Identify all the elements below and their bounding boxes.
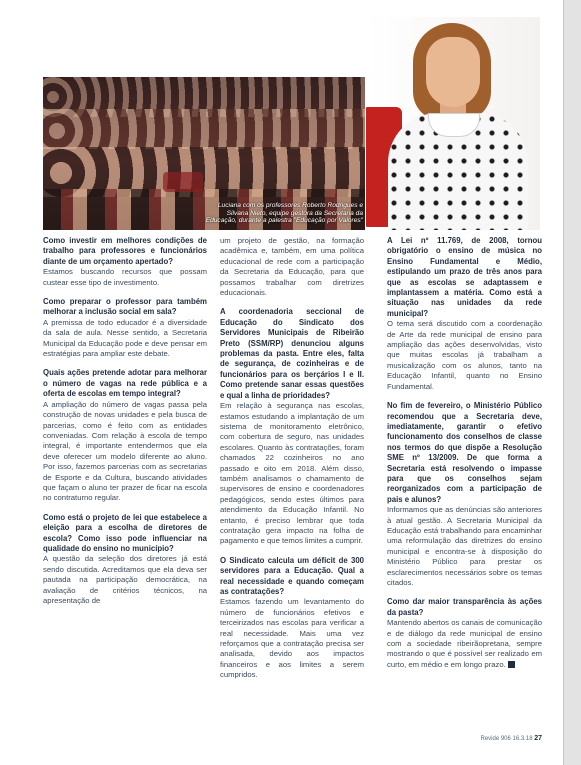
interview-answer: A premissa de todo educador é a diversidade da sala de aula. Nesse sentido, a Secretaria Municipal da Educação pode e deve pensar em estratégias para ampliar este debate.: [43, 317, 207, 359]
interview-answer: A ampliação do número de vagas passa pela construção de novas unidades e pela busca de parcerias, como é feito com as entidades conveniadas. Com relação à escola de tempo integral, é importante entendermos que ela deve oferecer um modelo diferente ao aluno. Por isso, fazemos parcerias com as secretarias de Esporte e da Cultura, buscando atividades que façam o aluno ter prazer de ficar na escola no contraturno regular.: [43, 399, 207, 503]
text-column-2: [220, 236, 364, 681]
interview-question: Como investir em melhores condições de trabalho para professores e funcionários diante de um orçamento apertado?: [43, 236, 207, 266]
interview-question: O Sindicato calcula um déficit de 300 servidores para a Educação. Qual a real necessidade e quando começam as contratações?: [220, 555, 364, 596]
interview-question: No fim de fevereiro, o Ministério Público recomendou que a Secretaria deve, imediatamente, garantir o efetivo funcionamento dos conselhos de classe nos termos do que dispõe a Resolução SME nº 13/2009. De que forma a Secretaria está resolvendo o impasse para que os conselhos sejam reorganizados com a participação de pais e alunos?: [387, 401, 542, 504]
photo-caption: Luciana com os professores Roberto Rodrigues e Silvana Nieto, equipe gestora da Secretaria da Educação, durante a palestra "Educação por Valores": [205, 202, 363, 225]
end-of-article-mark: [508, 661, 515, 668]
interview-question: Como preparar o professor para também melhorar a inclusão social em sala?: [43, 297, 207, 317]
page-edge: [563, 0, 581, 765]
interview-answer: O tema será discutido com a coordenação de Arte da rede municipal de ensino para ampliação das ações desenvolvidas, visto que muitas escolas já trabalham a musicalização com os alunos, tanto na Educação Infantil, quanto no Ensino Fundamental.: [387, 319, 542, 391]
interview-answer: Em relação à segurança nas escolas, estamos estudando a implantação de um sistema de monitoramento eletrônico, com cobertura de seguro, nas unidades escolares. Quanto às contratações, foram chamados 22 cozinheiros no ano passado e oito em 2018. Além disso, também analisamos o chamamento de supervisores de ensino e coordenadores pedagógicos, sendo estes últimos para atendimento da Educação Infantil. No entanto, é preciso lembrar que toda contratação gera impacto na folha de pagamento e que temos limites a cumprir.: [220, 401, 364, 546]
interview-question: Quais ações pretende adotar para melhorar o número de vagas na rede pública e a oferta de escolas em tempo integral?: [43, 368, 207, 399]
interview-answer: Estamos fazendo um levantamento do número de funcionários efetivos e terceirizados nas escolas para verificar a real necessidade. Mais uma vez reforçamos que a contratação precisa ser analisada, devido aos impactos financeiros e aos limites a serem cumpridos.: [220, 597, 364, 680]
issue-label: Revide 906 16.3.18: [480, 736, 533, 742]
interview-answer: Informamos que as denúncias são anteriores à atual gestão. A Secretaria Municipal da Educação está trabalhando para encaminhar uma reformulação das diretrizes do ensino municipal e encontra-se à disposição do Ministério Público para prestar os esclarecimentos necessários sobre os temas citados.: [387, 505, 542, 587]
page-footer: [462, 735, 542, 742]
interview-question: Como dar maior transparência às ações da pasta?: [387, 597, 542, 617]
interview-question: Como está o projeto de lei que estabelece a eleição para a escolha de diretores de escola? Como isso pode influenciar na qualidade do ensino no município?: [43, 512, 207, 553]
interview-question: A coordenadoria seccional de Educação do Sindicato dos Servidores Municipais de Ribeirão Preto (SSM/RP) denunciou alguns problemas da pasta. Entre eles, falta de segurança, de cozinheiras e de funcionários para os berçários I e II. Como pretende sanar essas questões e qual a linha de prioridades?: [220, 307, 364, 400]
portrait-photo: [366, 17, 540, 230]
interview-question: A Lei nº 11.769, de 2008, tornou obrigatório o ensino de música no Ensino Fundamental e Médio, estipulando um prazo de três anos para que as escolas se adaptassem e implantassem a matéria. Como está a situação nas unidades da rede municipal?: [387, 236, 542, 318]
interview-answer: Mantendo abertos os canais de comunicação e de diálogo da rede municipal de ensino com a sociedade ribeirãopretana, sempre mostrando o que é possível ser realizado em curto, em médio e em longo prazo.: [387, 618, 542, 669]
interview-answer: Estamos buscando recursos que possam custear esse tipo de investimento.: [43, 267, 207, 287]
interview-answer: A questão da seleção dos diretores já está sendo discutida. Acreditamos que ela deva ser pautada na participação democrática, na avaliação de critérios técnicos, na apresentação de: [43, 554, 207, 605]
interview-answer: um projeto de gestão, na formação acadêmica e, também, em uma política educacional de rede com a participação da Secretaria da Educação, para que possamos trabalhar com diretrizes educacionais.: [220, 236, 364, 298]
text-column-1: [43, 236, 207, 606]
page-edge-line: [563, 0, 564, 765]
page-number: 27: [534, 735, 542, 742]
text-column-3: [387, 236, 542, 670]
